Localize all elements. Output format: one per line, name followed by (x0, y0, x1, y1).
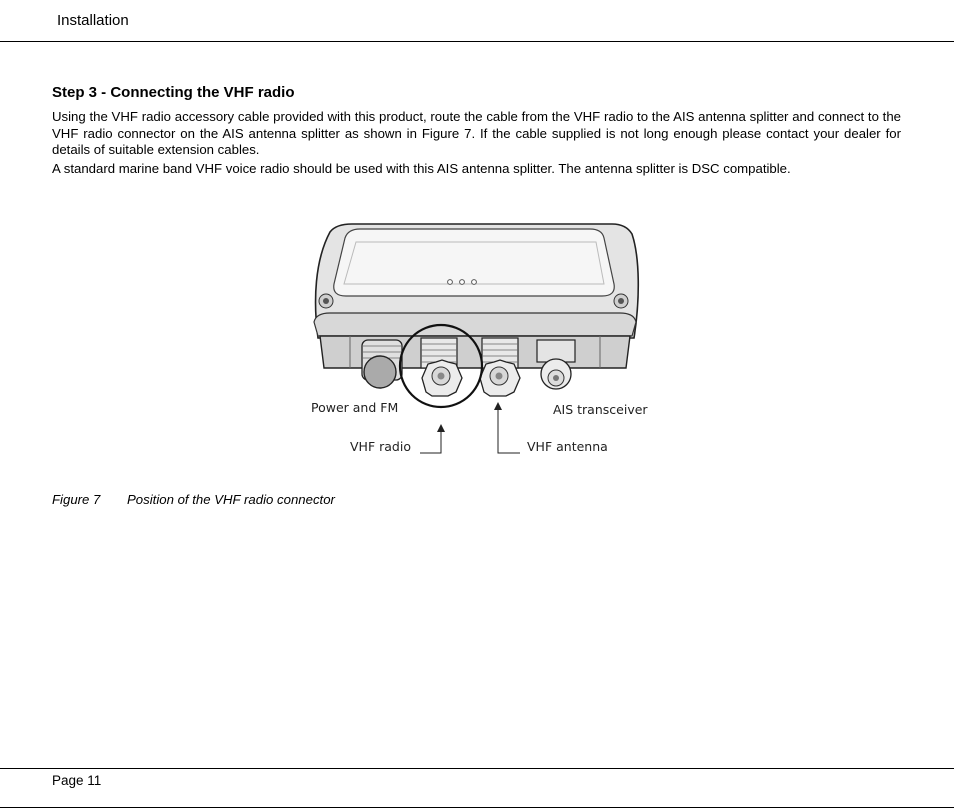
splitter-device-illustration (314, 224, 638, 396)
label-power-and-fm: Power and FM (311, 400, 399, 415)
header-section-label: Installation (57, 12, 129, 29)
power-connector (362, 340, 402, 388)
figure-caption-number: Figure 7 (52, 492, 101, 507)
splitter-figure (300, 212, 660, 470)
footer-divider-top (0, 768, 954, 769)
vhf-antenna-connector (480, 338, 520, 396)
label-ais-transceiver: AIS transceiver (553, 402, 648, 417)
label-vhf-antenna: VHF antenna (527, 439, 608, 454)
label-vhf-radio: VHF radio (350, 439, 411, 454)
paragraph-radio-compat: A standard marine band VHF voice radio should be used with this AIS antenna splitter. The antenna splitter is DSC compatible. (52, 161, 791, 176)
vhf-antenna-pointer-arrow (498, 408, 520, 453)
figure-caption (52, 492, 335, 507)
footer-divider-bottom (0, 807, 954, 808)
vhf-radio-pointer-arrow (420, 430, 441, 453)
vhf-radio-connector (421, 338, 462, 396)
header-divider (0, 41, 954, 42)
page-number: Page 11 (52, 773, 102, 788)
section-title: Step 3 - Connecting the VHF radio (52, 84, 295, 101)
paragraph-cable-routing: Using the VHF radio accessory cable provided with this product, route the cable from the VHF radio to the AIS antenna splitter and connect to the VHF radio connector on the AIS antenna splitter as shown in Figure 7. If the cable supplied is not long enough please contact your dealer for details of suitable extension cables. (52, 109, 901, 157)
figure-caption-text: Position of the VHF radio connector (127, 492, 335, 507)
